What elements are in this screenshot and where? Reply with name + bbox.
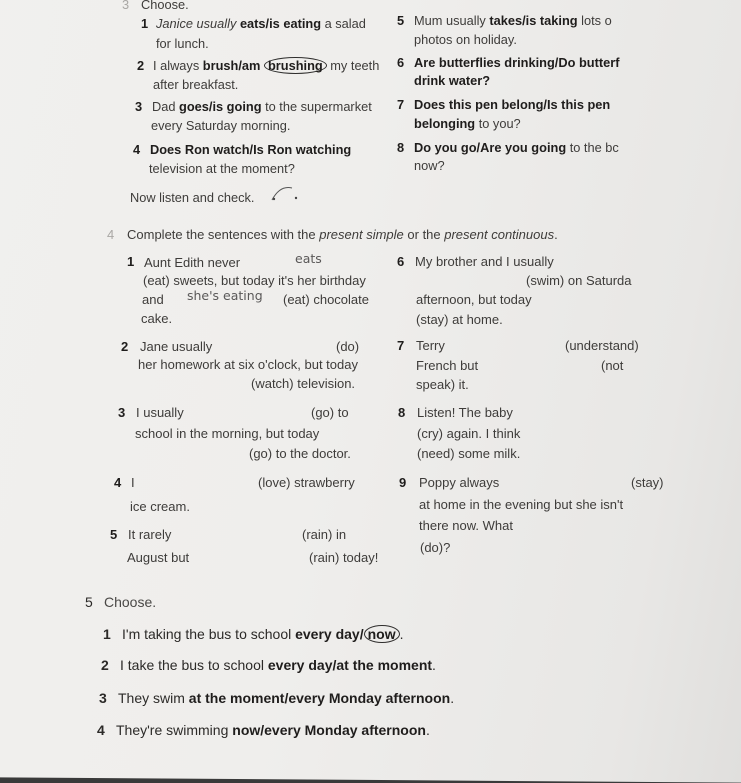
sentence-cont: speak) it. [416, 377, 469, 392]
sentence: It rarely [128, 527, 172, 542]
sentence-cont: August but [127, 550, 190, 565]
exercise-number: 5 [85, 594, 93, 610]
exercise-title: Choose. [104, 594, 157, 610]
sentence-cont: French but [416, 358, 479, 373]
sentence: Dad goes/is going to the supermarket [152, 99, 372, 114]
sentence-cont: (go) to [311, 405, 349, 420]
item-number: 8 [398, 405, 406, 420]
item-number: 7 [397, 97, 405, 112]
sentence: Does this pen belong/Is this pen [414, 97, 611, 112]
sentence-cont: belonging to you? [414, 116, 521, 131]
item-number: 1 [141, 16, 149, 31]
sentence: Poppy always [419, 475, 500, 490]
item-number: 5 [397, 13, 405, 28]
sentence: Does Ron watch/Is Ron watching [150, 142, 352, 157]
sentence-cont: (eat) sweets, but today it's her birthday [143, 273, 366, 288]
exercise-number: 3 [122, 0, 130, 12]
sentence-cont: her homework at six o'clock, but today [138, 357, 358, 372]
sentence: I [131, 475, 135, 490]
handwritten-answer: she's eating [187, 288, 263, 303]
sentence-cont: television at the moment? [149, 161, 295, 176]
item-number: 9 [399, 475, 407, 490]
sentence-cont: now? [414, 158, 445, 173]
sentence-cont: school in the morning, but today [135, 426, 320, 441]
sentence-cont: (do) [336, 339, 360, 354]
sentence: I usually [136, 405, 184, 420]
sentence-cont: (rain) today! [309, 550, 379, 565]
sentence-cont: there now. What [419, 518, 513, 533]
circled-answer: now [364, 625, 400, 643]
sentence: Terry [416, 338, 445, 353]
sentence: They swim at the moment/every Monday afternoon. [118, 690, 455, 706]
sentence-cont: after breakfast. [153, 77, 239, 92]
sentence-cont: (stay) [631, 475, 664, 490]
item-number: 5 [110, 527, 118, 542]
item-number: 8 [397, 140, 405, 155]
item-number: 2 [101, 657, 109, 673]
sentence: Janice usually eats/is eating a salad [156, 16, 366, 31]
sentence-cont: (watch) television. [251, 376, 356, 391]
exercise-title: Choose. [141, 0, 189, 12]
handwritten-answer: eats [295, 251, 322, 266]
sentence-cont: (understand) [565, 338, 639, 353]
item-number: 4 [97, 722, 105, 738]
sentence-cont: (not [601, 358, 624, 373]
listen-instruction: Now listen and check. [130, 190, 255, 205]
sentence-cont: and [142, 292, 164, 307]
sentence-cont: (eat) chocolate [283, 292, 369, 307]
item-number: 6 [397, 254, 405, 269]
item-number: 3 [118, 405, 126, 420]
sentence: I take the bus to school every day/at the moment. [120, 657, 436, 673]
sentence-cont: for lunch. [156, 36, 209, 51]
sentence-cont: afternoon, but today [416, 292, 532, 307]
sentence-cont: every Saturday morning. [151, 118, 291, 133]
sentence: Aunt Edith never [144, 255, 241, 270]
sentence: I'm taking the bus to school every day/ now . [122, 626, 404, 642]
sentence-cont: photos on holiday. [414, 32, 517, 47]
exercise-title: Complete the sentences with the present simple or the present continuous. [127, 227, 558, 242]
item-number: 1 [127, 254, 135, 269]
sentence: Mum usually takes/is taking lots o [414, 13, 612, 28]
item-number: 2 [121, 339, 129, 354]
item-number: 2 [137, 58, 145, 73]
sentence: My brother and I usually [415, 254, 554, 269]
sentence-cont: (swim) on Saturda [526, 273, 632, 288]
sentence-cont: (do)? [420, 540, 451, 555]
item-number: 1 [103, 626, 111, 642]
item-number: 4 [133, 142, 141, 157]
sentence: Listen! The baby [417, 405, 513, 420]
sentence: They're swimming now/every Monday afternoon. [116, 722, 430, 738]
item-number: 3 [99, 690, 107, 706]
sentence: Are butterflies drinking/Do butterf [414, 55, 620, 70]
sentence-cont: cake. [141, 311, 173, 326]
circled-answer: brushing [264, 57, 327, 74]
item-number: 7 [397, 338, 405, 353]
sentence-cont: (go) to the doctor. [249, 446, 351, 461]
sentence-cont: (love) strawberry [258, 475, 355, 490]
sentence: Do you go/Are you going to the bc [414, 140, 619, 155]
sentence: I always brush/am brushing my teeth [153, 58, 380, 73]
sentence-cont: drink water? [414, 73, 491, 88]
sentence-cont: (cry) again. I think [417, 426, 521, 441]
exercise-number: 4 [107, 227, 115, 242]
item-number: 4 [114, 475, 122, 490]
sentence-cont: at home in the evening but she isn't [419, 497, 624, 512]
sentence-cont: (rain) in [302, 527, 347, 542]
sentence: Jane usually [140, 339, 213, 354]
sentence-cont: ice cream. [130, 499, 190, 514]
item-number: 3 [135, 99, 143, 114]
pen-mark-icon [268, 182, 302, 204]
sentence-cont: (need) some milk. [417, 446, 521, 461]
item-number: 6 [397, 55, 405, 70]
sentence-cont: (stay) at home. [416, 312, 503, 327]
